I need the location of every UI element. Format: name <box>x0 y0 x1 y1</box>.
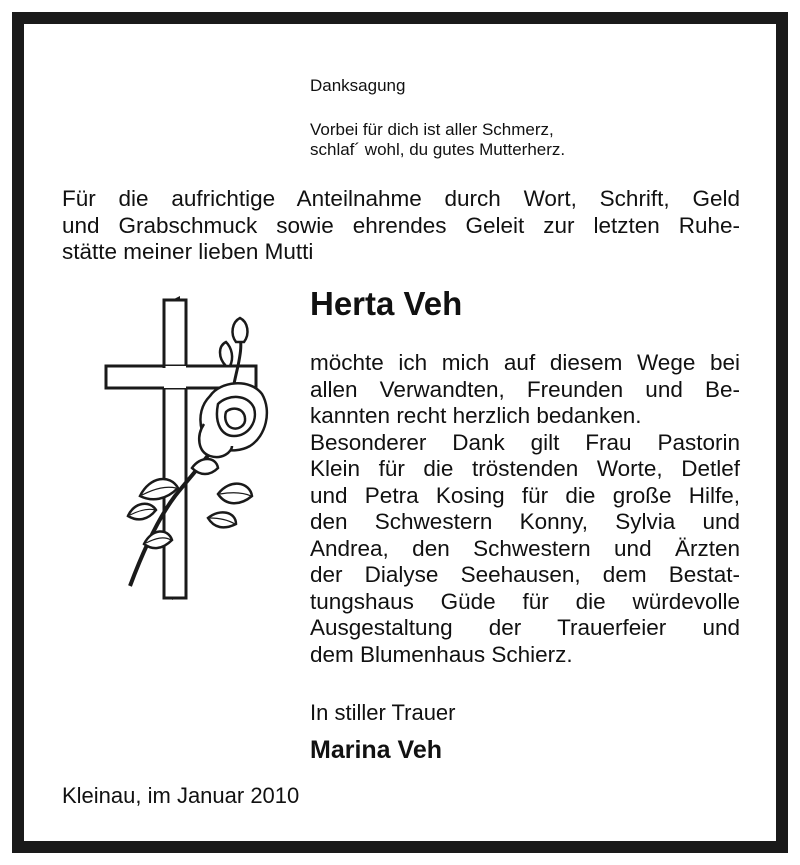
thanks-line: dem Blumenhaus Schierz. <box>310 641 573 667</box>
thanks-line: der Dialyse Seehausen, dem Bestat- <box>310 562 740 587</box>
thanks-line: Besonderer Dank gilt Frau Pastorin <box>310 429 740 455</box>
thanks-line: kannten recht herzlich bedanken. <box>310 403 642 428</box>
signature: Marina Veh <box>310 736 442 764</box>
cross-with-rose-icon <box>100 296 270 616</box>
heading: Danksagung <box>310 76 406 95</box>
mourning-phrase: In stiller Trauer <box>310 700 456 725</box>
intro-line: und Grabschmuck sowie ehrendes Geleit zur letzten Ruhe- <box>62 212 740 238</box>
verse <box>310 120 565 160</box>
thanks-line: und Petra Kosing für die große Hilfe, <box>310 482 740 508</box>
intro-line: Für die aufrichtige Anteilnahme durch Wort, Schrift, Geld <box>62 186 740 211</box>
place-date: Kleinau, im Januar 2010 <box>62 783 300 808</box>
thanks-paragraph <box>310 350 740 668</box>
thanks-line: Ausgestaltung der Trauerfeier und <box>310 615 740 640</box>
thanks-line: Klein für die tröstenden Worte, Detlef <box>310 456 740 481</box>
verse-line: Vorbei für dich ist aller Schmerz, <box>310 120 554 139</box>
verse-line: schlaf´ wohl, du gutes Mutterherz. <box>310 140 566 159</box>
intro-line: stätte meiner lieben Mutti <box>62 239 314 264</box>
thanks-line: möchte ich mich auf diesem Wege bei <box>310 350 740 375</box>
thanks-line: allen Verwandten, Freunden und Be- <box>310 376 740 402</box>
intro-paragraph <box>62 186 740 266</box>
deceased-name: Herta Veh <box>310 285 463 322</box>
thanks-line: den Schwestern Konny, Sylvia und <box>310 509 740 534</box>
obituary-notice <box>12 12 788 853</box>
thanks-line: tungshaus Güde für die würdevolle <box>310 588 740 614</box>
thanks-line: Andrea, den Schwestern und Ärzten <box>310 535 740 561</box>
